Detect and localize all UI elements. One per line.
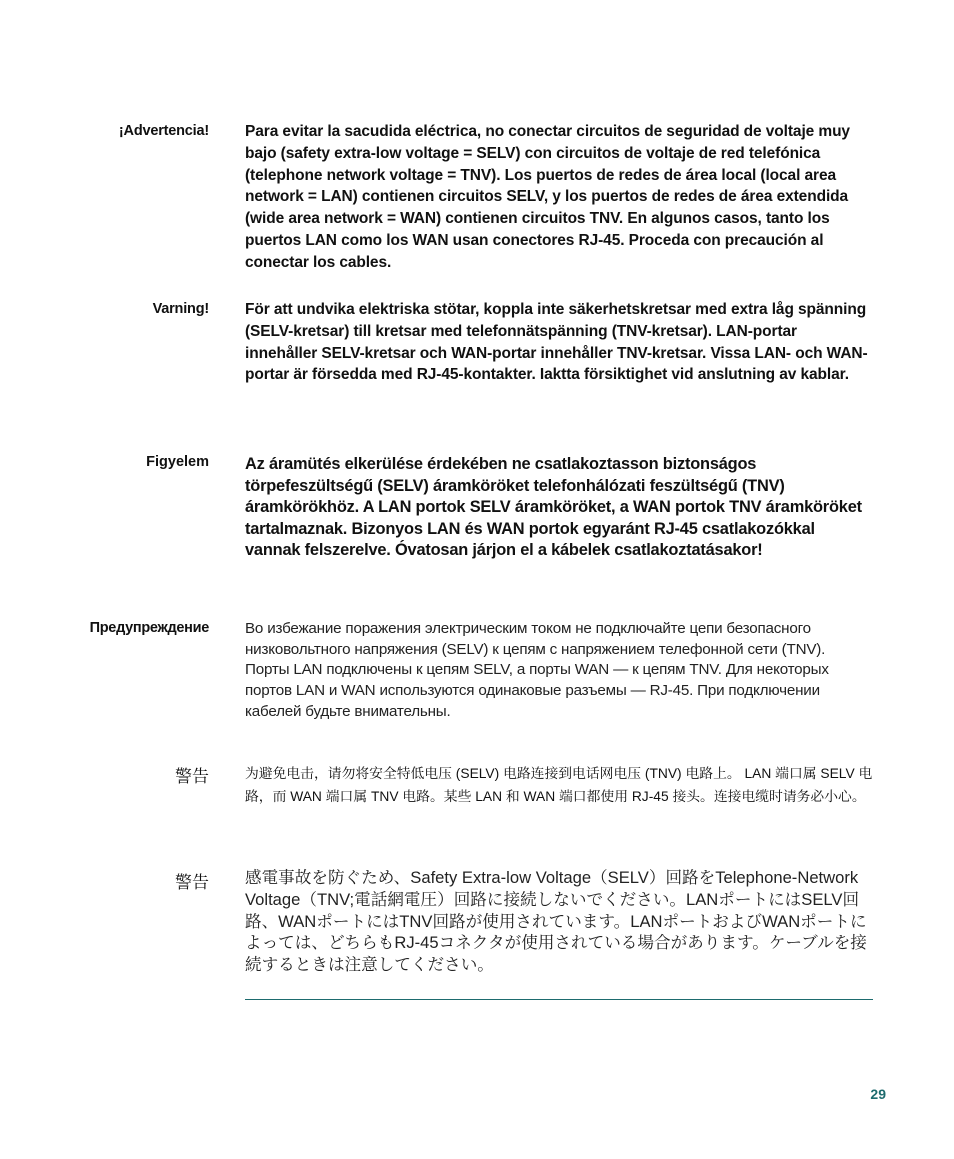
warning-text: Para evitar la sacudida eléctrica, no conectar circuitos de seguridad de voltaje muy bajo (safety extra-low voltage = SELV) con circuitos de voltaje de red telefónica (telephone network voltage = TNV). Los puertos de redes de área local (local area network = LAN) contienen circuitos SELV, y los puertos de redes de área extendida (wide area network = WAN) contienen circuitos TNV. En algunos casos, tanto los puertos LAN como los WAN usan conectores RJ-45. Proceda con precaución al conectar los cables. — [245, 123, 850, 271]
warning-text: 感電事故を防ぐため、Safety Extra-low Voltage（SELV）回路をTelephone-Network Voltage（TNV;電話網電圧）回路に接続しないでください。LANポートにはSELV回路、WANポートにはTNV回路が使用されています。LANポートおよびWANポートによっては、どちらもRJ-45コネクタが使用されている場合があります。ケーブルを接続するときは注意してください。 — [245, 868, 867, 975]
warning-label: ¡Advertencia! — [118, 123, 209, 139]
section-divider — [245, 999, 873, 1000]
warning-label: 警告 — [175, 767, 209, 786]
warning-label: Предупреждение — [89, 620, 209, 636]
warning-text: För att undvika elektriska stötar, koppla inte säkerhetskretsar med extra låg spänning (SELV-kretsar) till kretsar med telefonnätspänning (TNV-kretsar). LAN-portar innehåller SELV-kretsar och WAN-portar innehåller TNV-kretsar. Vissa LAN- och WAN-portar är försedda med RJ-45-kontakter. Iaktta försiktighet vid anslutning av kablar. — [245, 301, 868, 384]
warning-label: Varning! — [152, 301, 209, 317]
warning-text: Az áramütés elkerülése érdekében ne csatlakoztasson biztonságos törpefeszültségű (SELV) áramköröket telefonhálózati feszültségű (TNV) áramkörökhöz. A LAN portok SELV áramköröket, a WAN portok TNV áramköröket tartalmaznak. Bizonyos LAN és WAN portok egyaránt RJ-45 csatlakozókkal vannak felszerelve. Óvatosan járjon el a kábelek csatlakoztatásakor! — [245, 455, 862, 559]
warning-label: 警告 — [175, 873, 209, 892]
warning-text: 为避免电击，请勿将安全特低电压 (SELV) 电路连接到电话网电压 (TNV) 电路上。 LAN 端口属 SELV 电路，而 WAN 端口属 TNV 电路。某些 LAN 和 WAN 端口都使用 RJ-45 接头。连接电缆时请务必小心。 — [245, 766, 873, 804]
page-number: 29 — [870, 1086, 886, 1102]
warning-text: Во избежание поражения электрическим током не подключайте цепи безопасного низковольтного напряжения (SELV) к цепям с напряжением телефонной сети (TNV). Порты LAN подключены к цепям SELV, а порты WAN — к цепям TNV. Для некоторых портов LAN и WAN используются одинаковые разъемы — RJ-45. При подключении кабелей будьте внимательны. — [245, 620, 829, 720]
warning-label: Figyelem — [146, 454, 209, 470]
